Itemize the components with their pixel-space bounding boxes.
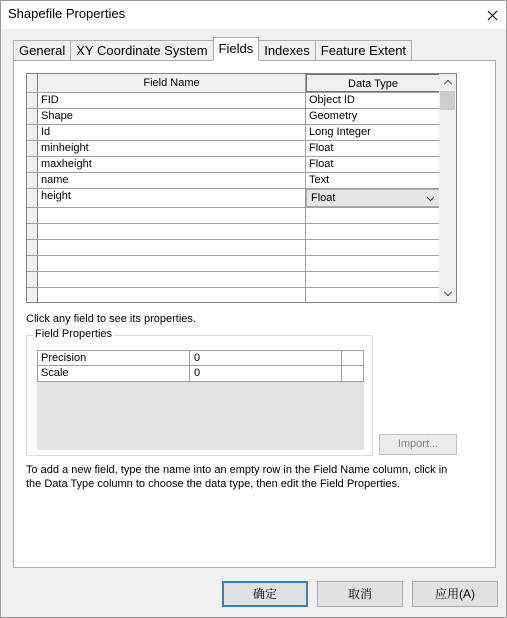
field-name-cell[interactable]: maxheight — [38, 157, 306, 172]
field-name-cell[interactable]: Shape — [38, 109, 306, 124]
import-button[interactable]: Import... — [379, 434, 457, 455]
chevron-down-icon — [427, 195, 434, 202]
add-field-instructions: To add a new field, type the name into an empty row in the Field Name column, click in the Data Type column to choose the data type, then edit the Field Properties. — [26, 464, 448, 490]
property-value[interactable]: 0 — [189, 366, 341, 381]
grid-vertical-scrollbar[interactable] — [439, 74, 456, 302]
tab-xy-coordinate-system[interactable]: XY Coordinate System — [70, 40, 213, 61]
tab-indexes[interactable]: Indexes — [258, 40, 316, 61]
close-button[interactable] — [478, 1, 506, 29]
property-row[interactable] — [37, 350, 364, 366]
field-hint-text: Click any field to see its properties. — [26, 313, 196, 325]
field-properties-area — [37, 350, 364, 450]
row-selector[interactable] — [27, 240, 38, 255]
empty-row[interactable] — [27, 288, 440, 303]
ok-button[interactable]: 确定 — [222, 581, 308, 607]
tab-strip — [13, 37, 411, 61]
tab-general[interactable]: General — [13, 40, 71, 61]
property-label: Precision — [41, 352, 87, 364]
apply-button[interactable]: 应用(A) — [412, 581, 498, 607]
property-extra-cell — [341, 366, 363, 381]
data-type-cell[interactable] — [306, 288, 440, 303]
data-type-dropdown[interactable] — [306, 189, 440, 207]
field-name-cell[interactable] — [38, 288, 306, 303]
window-title: Shapefile Properties — [8, 6, 126, 21]
data-type-cell[interactable] — [306, 224, 440, 239]
title-bar — [1, 1, 506, 29]
empty-row[interactable] — [27, 272, 440, 288]
row-selector[interactable] — [27, 189, 38, 207]
row-selector[interactable] — [27, 173, 38, 188]
data-type-cell[interactable]: Long Integer — [306, 125, 440, 140]
data-type-cell[interactable] — [306, 272, 440, 287]
table-row[interactable] — [27, 125, 440, 141]
fields-grid — [26, 73, 457, 303]
table-row[interactable] — [27, 189, 440, 208]
fields-panel — [13, 60, 496, 568]
row-selector[interactable] — [27, 256, 38, 271]
close-icon — [487, 10, 498, 21]
field-properties-table — [37, 350, 364, 382]
empty-row[interactable] — [27, 240, 440, 256]
chevron-up-icon — [444, 80, 452, 85]
table-row[interactable] — [27, 173, 440, 189]
tab-feature-extent[interactable]: Feature Extent — [315, 40, 412, 61]
row-selector[interactable] — [27, 109, 38, 124]
row-selector[interactable] — [27, 125, 38, 140]
data-type-cell[interactable]: Geometry — [306, 109, 440, 124]
field-name-cell[interactable]: FID — [38, 93, 306, 108]
row-selector-header[interactable] — [27, 74, 38, 92]
data-type-cell[interactable]: Float — [306, 157, 440, 172]
scroll-thumb[interactable] — [440, 91, 455, 110]
table-row[interactable] — [27, 109, 440, 125]
empty-row[interactable] — [27, 208, 440, 224]
row-selector[interactable] — [27, 272, 38, 287]
grid-header — [27, 74, 440, 93]
data-type-cell[interactable]: Object ID — [306, 93, 440, 108]
scroll-down-button[interactable] — [439, 285, 456, 302]
property-value[interactable]: 0 — [189, 351, 341, 366]
tab-fields[interactable]: Fields — [213, 37, 260, 61]
chevron-down-icon — [444, 291, 452, 296]
table-row[interactable] — [27, 157, 440, 173]
cancel-button[interactable]: 取消 — [317, 581, 403, 607]
property-row[interactable] — [37, 366, 364, 382]
data-type-cell[interactable]: Text — [306, 173, 440, 188]
empty-row[interactable] — [27, 256, 440, 272]
data-type-cell[interactable] — [306, 240, 440, 255]
row-selector[interactable] — [27, 157, 38, 172]
row-selector[interactable] — [27, 141, 38, 156]
data-type-cell[interactable]: Float — [306, 141, 440, 156]
property-extra-cell — [341, 351, 363, 366]
data-type-cell[interactable] — [306, 256, 440, 271]
row-selector[interactable] — [27, 93, 38, 108]
empty-row[interactable] — [27, 224, 440, 240]
field-name-cell[interactable] — [38, 272, 306, 287]
row-selector[interactable] — [27, 224, 38, 239]
field-name-cell[interactable]: minheight — [38, 141, 306, 156]
scroll-up-button[interactable] — [439, 74, 456, 91]
data-type-header[interactable]: Data Type — [306, 74, 440, 92]
field-name-cell[interactable]: height — [38, 189, 306, 207]
data-type-dropdown-value: Float — [311, 192, 336, 204]
field-name-cell[interactable]: name — [38, 173, 306, 188]
field-name-cell[interactable] — [38, 240, 306, 255]
field-name-header[interactable]: Field Name — [38, 74, 306, 92]
field-properties-group — [26, 328, 373, 456]
row-selector[interactable] — [27, 288, 38, 303]
table-row[interactable] — [27, 141, 440, 157]
field-name-cell[interactable] — [38, 224, 306, 239]
field-name-cell[interactable] — [38, 256, 306, 271]
field-name-cell[interactable]: Id — [38, 125, 306, 140]
table-row[interactable] — [27, 93, 440, 109]
field-name-cell[interactable] — [38, 208, 306, 223]
property-label: Scale — [41, 367, 69, 379]
data-type-cell[interactable] — [306, 208, 440, 223]
row-selector[interactable] — [27, 208, 38, 223]
field-properties-legend: Field Properties — [35, 328, 113, 340]
